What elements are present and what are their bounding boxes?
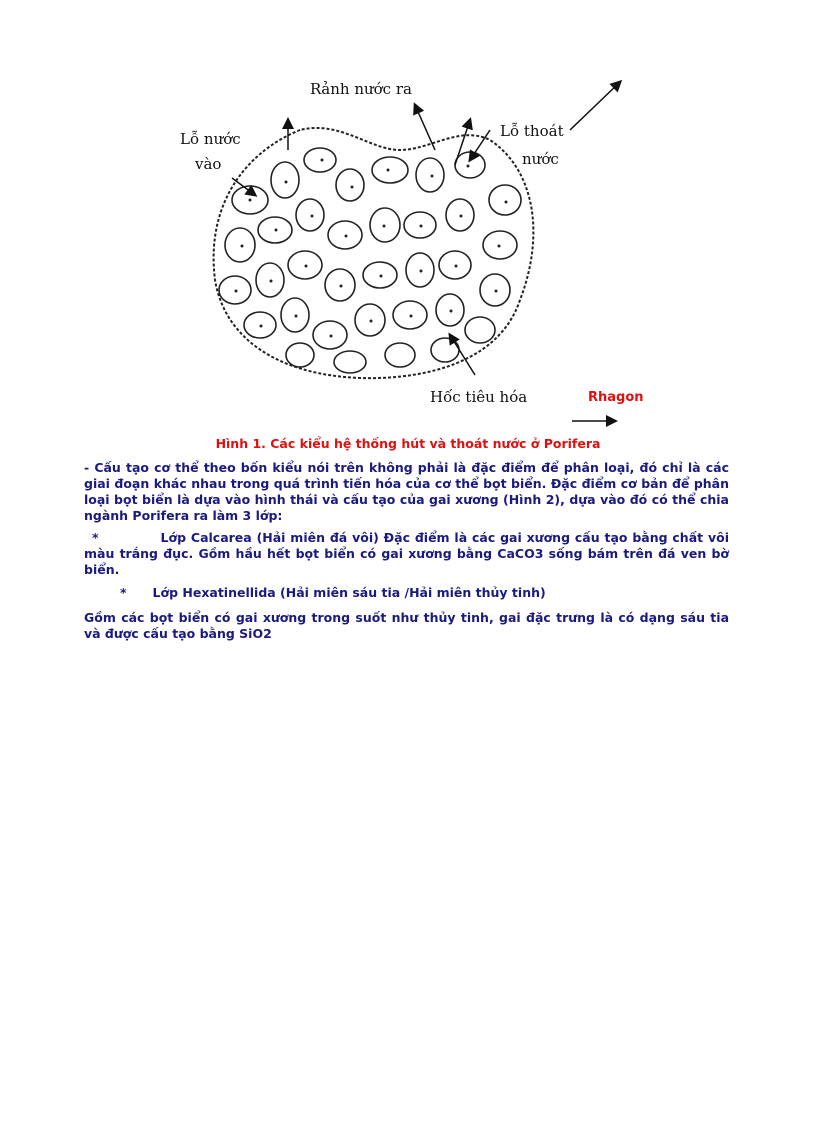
label-outlet-channel: Rảnh nước ra xyxy=(310,80,412,98)
paragraph-calcarea xyxy=(84,530,729,578)
paragraph-hexactinellida-heading xyxy=(84,585,729,601)
arrow-outlet-channel-2 xyxy=(455,120,470,165)
label-exhalant-pore-2: nước xyxy=(522,150,559,168)
calcarea-text: Lớp Calcarea (Hải miên đá vôi) Đặc điểm là các gai xương cấu tạo bằng chất vôi màu trắng đục. Gồm hầu hết bọt biển có gai xương bằng CaCO3 sống bám trên đá ven bờ biển. xyxy=(84,530,729,577)
label-exhalant-pore-1: Lỗ thoát xyxy=(500,122,564,140)
cell-clusters xyxy=(219,148,521,373)
bullet-star: * xyxy=(120,585,127,600)
sponge-illustration xyxy=(0,0,816,440)
arrow-outlet-channel xyxy=(415,105,435,150)
type-label-rhagon: Rhagon xyxy=(588,390,644,405)
hexactinellida-heading-text: Lớp Hexatinellida (Hải miên sáu tia /Hải miên thủy tinh) xyxy=(152,585,546,600)
paragraph-hexactinellida: Gồm các bọt biển có gai xương trong suốt như thủy tinh, gai đặc trưng là có dạng sáu tia và được cấu tạo bằng SiO2 xyxy=(84,610,729,641)
figure-rhagon xyxy=(0,0,816,440)
bullet-star: * xyxy=(92,530,99,545)
arrow-exhalant-top xyxy=(570,82,620,130)
label-digestive-chamber: Hốc tiêu hóa xyxy=(430,388,528,406)
stipple-dots xyxy=(235,159,508,338)
paragraph-classification: - Cấu tạo cơ thể theo bốn kiểu nói trên không phải là đặc điểm để phân loại, đó chỉ là các giai đoạn khác nhau trong quá trình tiến hóa của cơ thể bọt biển. Đặc điểm cơ bản để phân loại bọt biển là dựa vào hình thái và cấu tạo của gai xương (Hình 2), dựa vào đó có thể chia ngành Porifera ra làm 3 lớp: xyxy=(84,460,729,523)
label-inlet-pore-1: Lỗ nước xyxy=(180,130,241,148)
figure-caption: Hình 1. Các kiểu hệ thống hút và thoát nước ở Porifera xyxy=(215,436,601,451)
label-inlet-pore-2: vào xyxy=(195,155,222,173)
